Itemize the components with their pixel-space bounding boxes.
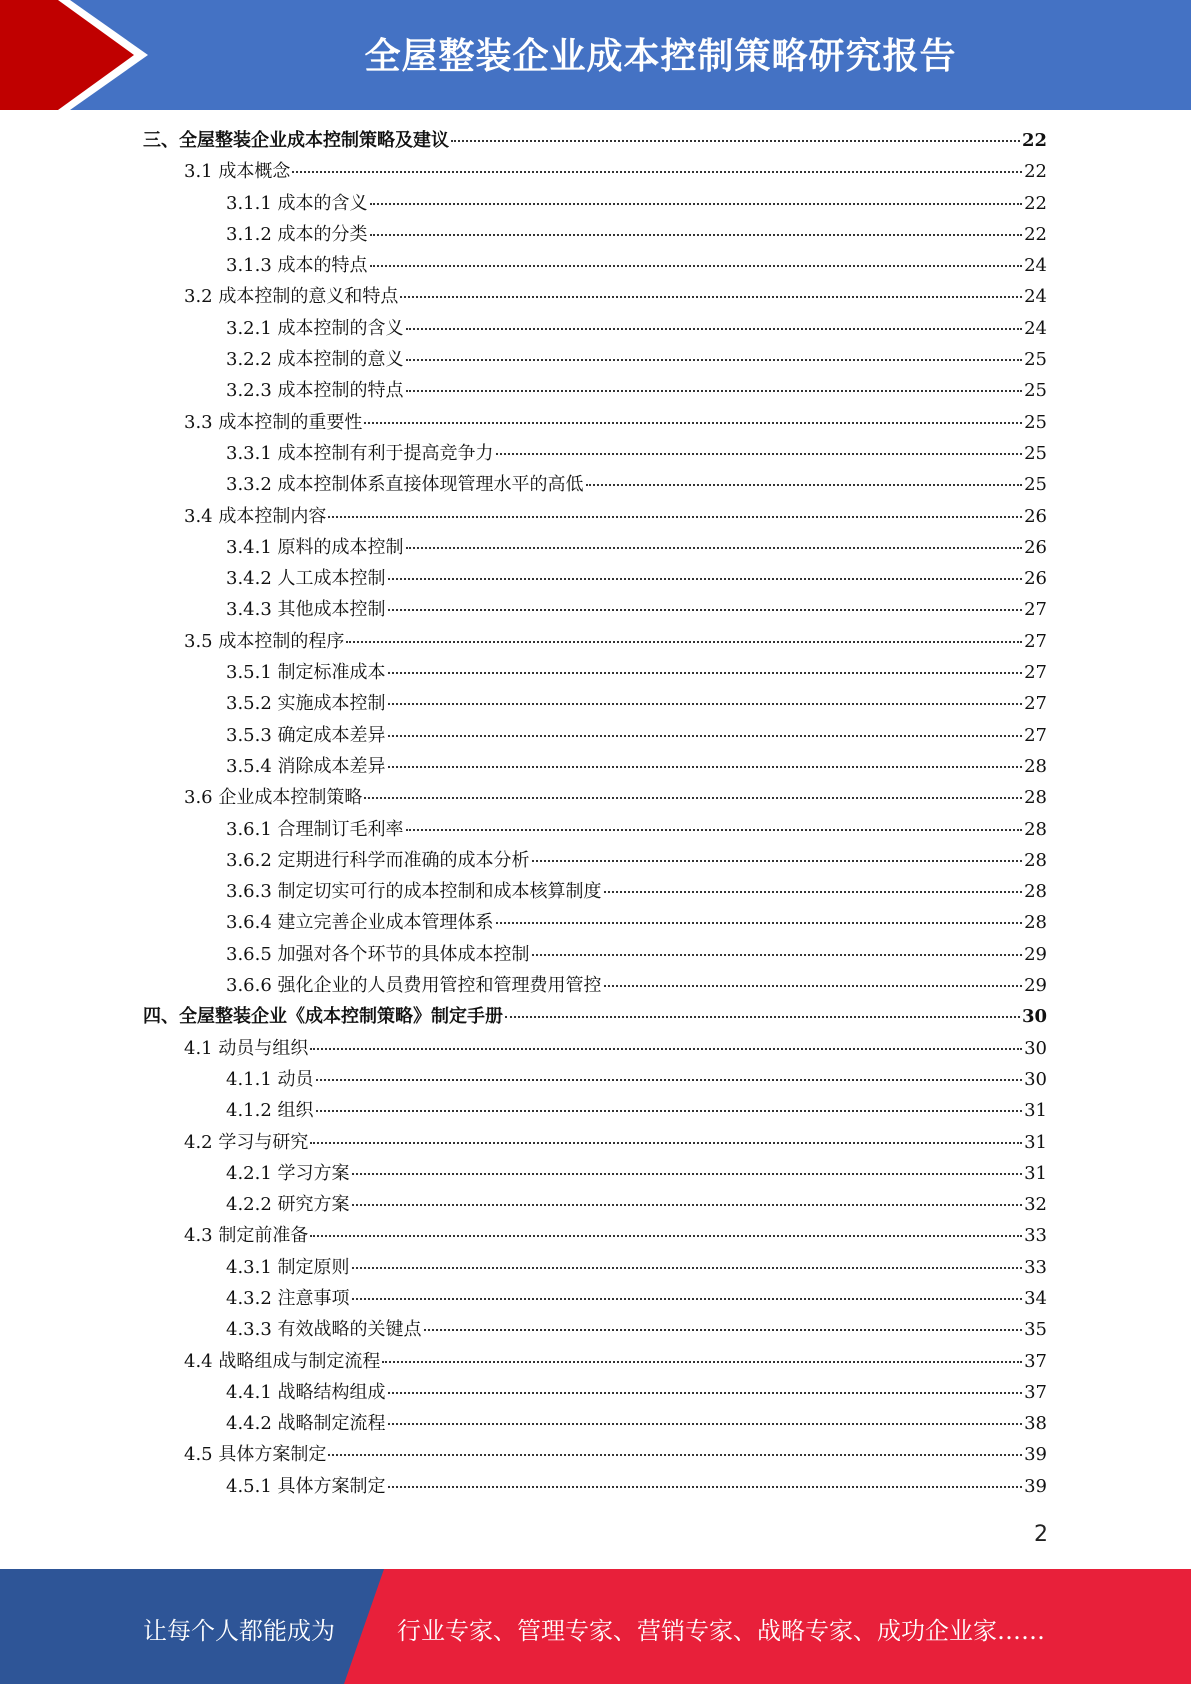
toc-entry-page: 39 [1024, 1444, 1047, 1466]
toc-entry-page: 27 [1024, 693, 1047, 715]
toc-entry-page: 27 [1024, 724, 1047, 746]
table-of-contents [143, 126, 1047, 1503]
dot-leader [388, 1392, 1023, 1394]
toc-entry-page: 24 [1024, 317, 1047, 339]
dot-leader [316, 1110, 1023, 1112]
toc-entry-label: 3.6.6 强化企业的人员费用管控和管理费用管控 [226, 975, 602, 997]
toc-entry-page: 24 [1024, 255, 1047, 277]
toc-subsection-entry[interactable] [143, 376, 1047, 407]
toc-entry-page: 26 [1024, 568, 1047, 590]
dot-leader [406, 829, 1023, 831]
toc-entry-label: 3.4 成本控制内容 [184, 505, 327, 527]
toc-subsection-entry[interactable] [143, 251, 1047, 282]
toc-subsection-entry[interactable] [143, 220, 1047, 251]
toc-entry-page: 22 [1024, 223, 1047, 245]
toc-entry-page: 25 [1024, 380, 1047, 402]
dot-leader [328, 516, 1022, 518]
toc-entry-page: 27 [1024, 662, 1047, 684]
toc-entry-label: 4.5 具体方案制定 [184, 1444, 327, 1466]
toc-entry-label: 4.3.2 注意事项 [226, 1287, 350, 1309]
toc-subsection-entry[interactable] [143, 345, 1047, 376]
dot-leader [406, 547, 1023, 549]
toc-section-entry[interactable] [143, 1221, 1047, 1252]
toc-entry-page: 28 [1024, 755, 1047, 777]
toc-section-entry[interactable] [143, 1440, 1047, 1471]
dot-leader [388, 578, 1023, 580]
toc-entry-label: 4.2.2 研究方案 [226, 1194, 350, 1216]
toc-subsection-entry[interactable] [143, 877, 1047, 908]
dot-leader [364, 422, 1022, 424]
toc-entry-page: 28 [1024, 787, 1047, 809]
toc-entry-label: 3.2.3 成本控制的特点 [226, 380, 404, 402]
toc-chapter-entry[interactable] [143, 1002, 1047, 1033]
dot-leader [352, 1267, 1023, 1269]
toc-section-entry[interactable] [143, 1128, 1047, 1159]
toc-entry-label: 3.4.2 人工成本控制 [226, 568, 386, 590]
toc-section-entry[interactable] [143, 157, 1047, 188]
dot-leader [532, 954, 1023, 956]
toc-entry-label: 3.1.2 成本的分类 [226, 223, 368, 245]
toc-entry-label: 4.2 学习与研究 [184, 1131, 309, 1153]
toc-entry-label: 3.4.1 原料的成本控制 [226, 536, 404, 558]
toc-entry-label: 3.2.1 成本控制的含义 [226, 317, 404, 339]
dot-leader [352, 1204, 1023, 1206]
dot-leader [328, 1454, 1022, 1456]
toc-entry-label: 4.1 动员与组织 [184, 1037, 309, 1059]
toc-entry-label: 3.2 成本控制的意义和特点 [184, 286, 399, 308]
toc-entry-page: 22 [1024, 161, 1047, 183]
dot-leader [310, 1048, 1022, 1050]
dot-leader [370, 203, 1023, 205]
toc-section-entry[interactable] [143, 783, 1047, 814]
dot-leader [382, 1361, 1022, 1363]
toc-subsection-entry[interactable] [143, 595, 1047, 626]
toc-entry-label: 3.5.4 消除成本差异 [226, 755, 386, 777]
toc-entry-page: 27 [1024, 599, 1047, 621]
toc-subsection-entry[interactable] [143, 533, 1047, 564]
dot-leader [424, 1329, 1023, 1331]
footer-slogan-left: 让每个人都能成为 [143, 1617, 335, 1645]
dot-leader [406, 359, 1023, 361]
toc-entry-label: 4.5.1 具体方案制定 [226, 1475, 386, 1497]
toc-entry-page: 25 [1024, 411, 1047, 433]
toc-entry-label: 3.3.2 成本控制体系直接体现管理水平的高低 [226, 474, 584, 496]
toc-entry-label: 3.6.3 制定切实可行的成本控制和成本核算制度 [226, 881, 602, 903]
toc-subsection-entry[interactable] [143, 752, 1047, 783]
toc-entry-page: 30 [1024, 1068, 1047, 1090]
toc-subsection-entry[interactable] [143, 1409, 1047, 1440]
toc-entry-label: 4.3.1 制定原则 [226, 1256, 350, 1278]
dot-leader [388, 1423, 1023, 1425]
toc-subsection-entry[interactable] [143, 940, 1047, 971]
toc-entry-page: 28 [1024, 912, 1047, 934]
dot-leader [400, 296, 1022, 298]
toc-entry-label: 3.6 企业成本控制策略 [184, 787, 363, 809]
dot-leader [388, 703, 1023, 705]
toc-subsection-entry[interactable] [143, 1378, 1047, 1409]
toc-entry-label: 4.4.1 战略结构组成 [226, 1381, 386, 1403]
toc-entry-page: 29 [1024, 975, 1047, 997]
dot-leader [352, 1173, 1023, 1175]
toc-chapter-entry[interactable] [143, 126, 1047, 157]
toc-entry-page: 22 [1021, 130, 1047, 151]
toc-subsection-entry[interactable] [143, 1190, 1047, 1221]
toc-subsection-entry[interactable] [143, 908, 1047, 939]
toc-entry-page: 28 [1024, 849, 1047, 871]
dot-leader [496, 453, 1023, 455]
dot-leader [388, 766, 1023, 768]
toc-entry-page: 22 [1024, 192, 1047, 214]
dot-leader [586, 484, 1023, 486]
toc-entry-label: 3.6.4 建立完善企业成本管理体系 [226, 912, 494, 934]
dot-leader [388, 672, 1023, 674]
dot-leader [346, 641, 1022, 643]
toc-entry-label: 4.3.3 有效战略的关键点 [226, 1319, 422, 1341]
toc-entry-label: 3.3 成本控制的重要性 [184, 411, 363, 433]
dot-leader [370, 234, 1023, 236]
toc-entry-label: 3.2.2 成本控制的意义 [226, 349, 404, 371]
toc-subsection-entry[interactable] [143, 689, 1047, 720]
toc-subsection-entry[interactable] [143, 1159, 1047, 1190]
toc-entry-label: 3.1.1 成本的含义 [226, 192, 368, 214]
dot-leader [310, 1235, 1022, 1237]
dot-leader [388, 735, 1023, 737]
toc-entry-label: 3.5.2 实施成本控制 [226, 693, 386, 715]
report-title: 全屋整装企业成本控制策略研究报告 [364, 36, 957, 77]
toc-entry-page: 32 [1024, 1194, 1047, 1216]
toc-entry-label: 4.1.1 动员 [226, 1068, 314, 1090]
toc-section-entry[interactable] [143, 1347, 1047, 1378]
toc-entry-label: 3.6.2 定期进行科学而准确的成本分析 [226, 849, 530, 871]
dot-leader [370, 265, 1023, 267]
dot-leader [352, 1298, 1023, 1300]
toc-entry-page: 28 [1024, 818, 1047, 840]
toc-section-entry[interactable] [143, 502, 1047, 533]
toc-entry-page: 38 [1024, 1413, 1047, 1435]
dot-leader [316, 1079, 1023, 1081]
toc-section-entry[interactable] [143, 282, 1047, 313]
toc-entry-label: 4.2.1 学习方案 [226, 1162, 350, 1184]
dot-leader [496, 922, 1023, 924]
toc-entry-page: 30 [1024, 1037, 1047, 1059]
page-number: 2 [1034, 1522, 1048, 1547]
dot-leader [406, 328, 1023, 330]
dot-leader [388, 609, 1023, 611]
toc-entry-page: 34 [1024, 1287, 1047, 1309]
toc-subsection-entry[interactable] [143, 439, 1047, 470]
toc-entry-label: 3.5.1 制定标准成本 [226, 662, 386, 684]
page-footer [0, 1569, 1191, 1684]
toc-subsection-entry[interactable] [143, 1284, 1047, 1315]
toc-entry-label: 3.1 成本概念 [184, 161, 291, 183]
toc-entry-label: 3.5.3 确定成本差异 [226, 724, 386, 746]
toc-section-entry[interactable] [143, 408, 1047, 439]
toc-entry-label: 3.5 成本控制的程序 [184, 630, 345, 652]
toc-subsection-entry[interactable] [143, 1065, 1047, 1096]
page-header [0, 0, 1191, 110]
dot-leader [505, 1016, 1020, 1018]
toc-subsection-entry[interactable] [143, 1315, 1047, 1346]
toc-section-entry[interactable] [143, 1034, 1047, 1065]
toc-entry-label: 4.3 制定前准备 [184, 1225, 309, 1247]
toc-entry-label: 3.3.1 成本控制有利于提高竞争力 [226, 442, 494, 464]
toc-entry-label: 3.1.3 成本的特点 [226, 255, 368, 277]
toc-entry-label: 3.6.5 加强对各个环节的具体成本控制 [226, 943, 530, 965]
toc-section-entry[interactable] [143, 627, 1047, 658]
dot-leader [388, 1486, 1023, 1488]
toc-subsection-entry[interactable] [143, 846, 1047, 877]
toc-entry-page: 33 [1024, 1225, 1047, 1247]
toc-entry-page: 31 [1024, 1131, 1047, 1153]
toc-entry-label: 3.6.1 合理制订毛利率 [226, 818, 404, 840]
dot-leader [604, 985, 1023, 987]
toc-subsection-entry[interactable] [143, 564, 1047, 595]
dot-leader [406, 390, 1023, 392]
dot-leader [604, 891, 1023, 893]
dot-leader [310, 1142, 1022, 1144]
toc-entry-page: 28 [1024, 881, 1047, 903]
toc-entry-page: 26 [1024, 536, 1047, 558]
toc-entry-page: 31 [1024, 1162, 1047, 1184]
toc-entry-label: 4.4.2 战略制定流程 [226, 1413, 386, 1435]
toc-subsection-entry[interactable] [143, 971, 1047, 1002]
toc-subsection-entry[interactable] [143, 658, 1047, 689]
toc-entry-page: 26 [1024, 505, 1047, 527]
toc-entry-page: 24 [1024, 286, 1047, 308]
toc-subsection-entry[interactable] [143, 470, 1047, 501]
toc-entry-page: 25 [1024, 349, 1047, 371]
footer-slogan-right: 行业专家、管理专家、营销专家、战略专家、成功企业家…… [397, 1617, 1045, 1645]
toc-entry-label: 3.4.3 其他成本控制 [226, 599, 386, 621]
toc-entry-page: 29 [1024, 943, 1047, 965]
toc-subsection-entry[interactable] [143, 1472, 1047, 1503]
toc-subsection-entry[interactable] [143, 314, 1047, 345]
toc-entry-page: 37 [1024, 1350, 1047, 1372]
toc-entry-page: 35 [1024, 1319, 1047, 1341]
toc-subsection-entry[interactable] [143, 1096, 1047, 1127]
toc-entry-page: 27 [1024, 630, 1047, 652]
toc-entry-page: 33 [1024, 1256, 1047, 1278]
toc-entry-page: 30 [1021, 1006, 1047, 1028]
toc-entry-page: 25 [1024, 442, 1047, 464]
dot-leader [451, 140, 1020, 142]
toc-subsection-entry[interactable] [143, 189, 1047, 220]
toc-entry-page: 39 [1024, 1475, 1047, 1497]
toc-entry-label: 4.1.2 组织 [226, 1100, 314, 1122]
dot-leader [532, 860, 1023, 862]
toc-subsection-entry[interactable] [143, 815, 1047, 846]
toc-entry-label: 四、全屋整装企业《成本控制策略》制定手册 [143, 1006, 503, 1028]
toc-entry-page: 37 [1024, 1381, 1047, 1403]
toc-entry-label: 三、全屋整装企业成本控制策略及建议 [143, 130, 449, 151]
toc-subsection-entry[interactable] [143, 1253, 1047, 1284]
toc-entry-page: 31 [1024, 1100, 1047, 1122]
dot-leader [364, 797, 1022, 799]
toc-subsection-entry[interactable] [143, 721, 1047, 752]
toc-entry-label: 4.4 战略组成与制定流程 [184, 1350, 381, 1372]
toc-entry-page: 25 [1024, 474, 1047, 496]
dot-leader [292, 171, 1022, 173]
